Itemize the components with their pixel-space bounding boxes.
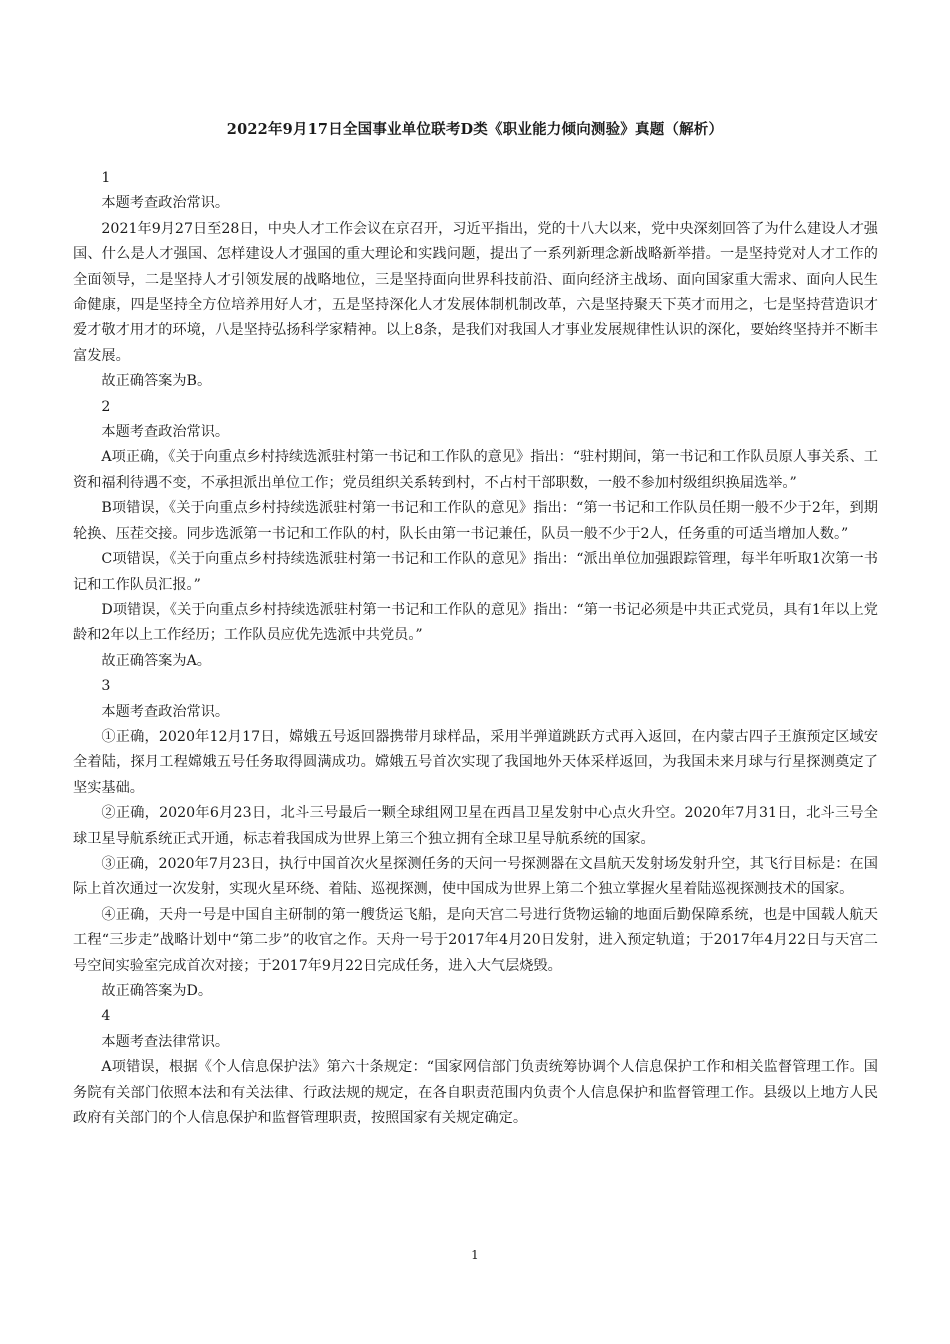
answer-line: 故正确答案为A。 — [101, 652, 211, 669]
question-number: 3 — [101, 678, 111, 695]
question-number: 4 — [101, 1008, 111, 1025]
question-topic: 本题考查政治常识。 — [101, 195, 230, 212]
explanation-paragraph: C项错误，《关于向重点乡村持续选派驻村第一书记和工作队的意见》指出：“派出单位加强跟踪管理，每半年听取1次第一书记和工作队员汇报。” — [73, 551, 878, 593]
explanation-paragraph: ①正确，2020年12月17日，嫦娥五号返回器携带月球样品，采用半弹道跳跃方式再入返回，在内蒙古四子王旗预定区域安全着陆，探月工程嫦娥五号任务取得圆满成功。嫦娥五号首次实现了我国地外天体采样返回，为我国未来月球与行星探测奠定了坚实基础。 — [73, 728, 878, 796]
explanation-paragraph: ②正确，2020年6月23日，北斗三号最后一颗全球组网卫星在西昌卫星发射中心点火升空。2020年7月31日，北斗三号全球卫星导航系统正式开通，标志着我国成为世界上第三个独立拥有全球卫星导航系统的国家。 — [73, 805, 878, 847]
explanation-paragraph: D项错误，《关于向重点乡村持续选派驻村第一书记和工作队的意见》指出：“第一书记必须是中共正式党员，具有1年以上党龄和2年以上工作经历；工作队员应优先选派中共党员。” — [73, 601, 878, 644]
question-topic: 本题考查政治常识。 — [101, 703, 230, 720]
explanation-paragraph: A项正确，《关于向重点乡村持续选派驻村第一书记和工作队的意见》指出：“驻村期间，第一书记和工作队员原人事关系、工资和福利待遇不变，不承担派出单位工作；党员组织关系转到村，不占村干部职数，一般不参加村级组织换届选举。” — [73, 449, 878, 491]
question-number: 2 — [101, 398, 111, 415]
page-number: 1 — [471, 1248, 479, 1262]
explanation-paragraph: B项错误，《关于向重点乡村持续选派驻村第一书记和工作队的意见》指出：“第一书记和工作队员任期一般不少于2年，到期轮换、压茬交接。同步选派第一书记和工作队的村，队长由第一书记兼任，队员一般不少于2人，任务重的可适当增加人数。” — [73, 500, 878, 542]
question-topic: 本题考查法律常识。 — [101, 1033, 230, 1050]
explanation-paragraph: A项错误，根据《个人信息保护法》第六十条规定：“国家网信部门负责统筹协调个人信息保护工作和相关监督管理工作。国务院有关部门依照本法和有关法律、行政法规的规定，在各自职责范围内负责个人信息保护和监督管理工作。县级以上地方人民政府有关部门的个人信息保护和监督管理职责，按照国家有关规定确定。 — [73, 1059, 878, 1127]
explanation-paragraph: ③正确，2020年7月23日，执行中国首次火星探测任务的天问一号探测器在文昌航天发射场发射升空，其飞行目标是：在国际上首次通过一次发射，实现火星环绕、着陆、巡视探测，使中国成为世界上第二个独立掌握火星着陆巡视探测技术的国家。 — [73, 855, 878, 898]
answer-line: 故正确答案为D。 — [101, 983, 213, 999]
explanation-paragraph: ④正确，天舟一号是中国自主研制的第一艘货运飞船，是向天宫二号进行货物运输的地面后勤保障系统，也是中国载人航天工程“三步走”战略计划中“第二步”的收官之作。天舟一号于2017年4月20日发射，进入预定轨道；于2017年4月22日与天宫二号空间实验室完成首次对接；于2017年9月22日完成任务，进入大气层烧毁。 — [73, 906, 878, 974]
answer-line: 故正确答案为B。 — [101, 373, 212, 390]
document-title: 2022年9月17日全国事业单位联考D类《职业能力倾向测验》真题（解析） — [226, 121, 724, 138]
question-number: 1 — [101, 170, 111, 186]
explanation-paragraph: 2021年9月27日至28日，中央人才工作会议在京召开，习近平指出，党的十八大以来，党中央深刻回答了为什么建设人才强国、什么是人才强国、怎样建设人才强国的重大理论和实践问题，提出了一系列新理念新战略新举措。一是坚持党对人才工作的全面领导，二是坚持人才引领发展的战略地位，三是坚持面向世界科技前沿、面向经济主战场、面向国家重大需求、面向人民生命健康，四是坚持全方位培养用好人才，五是坚持深化人才发展体制机制改革，六是坚持聚天下英才而用之，七是坚持营造识才爱才敬才用才的环境，八是坚持弘扬科学家精神。以上8条，是我们对我国人才事业发展规律性认识的深化，要始终坚持并不断丰富发展。 — [73, 220, 878, 364]
document-body — [73, 166, 878, 1131]
question-topic: 本题考查政治常识。 — [101, 424, 230, 441]
